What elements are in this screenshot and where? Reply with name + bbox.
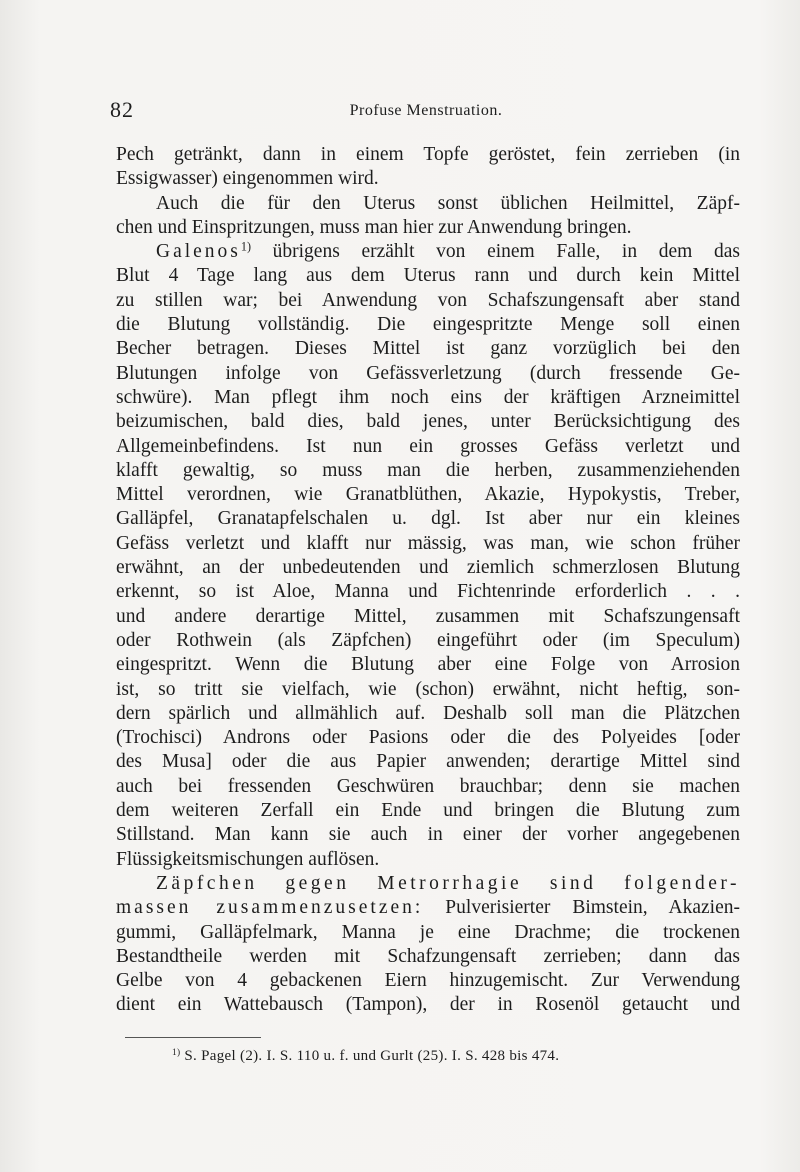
- footnote-mark: 1): [172, 1047, 181, 1058]
- text-line: Gelbe von 4 gebackenen Eiern hinzugemischt. Zur Verwendung: [116, 970, 740, 992]
- footnote-reference: 1): [240, 239, 251, 254]
- text-line: erkennt, so ist Aloe, Manna und Fichtenrinde erforderlich . . .: [116, 581, 740, 603]
- text-line: ist, so tritt sie vielfach, wie (schon) erwähnt, nicht heftig, son-: [116, 678, 740, 700]
- text-line: schwüre). Man pflegt ihm noch eins der kräftigen Arzneimittel: [116, 386, 740, 408]
- text-line: des Musa] oder die aus Papier anwenden; derartige Mittel sind: [116, 751, 740, 773]
- text-fragment: übrigens erzählt von einem Falle, in dem das: [250, 241, 740, 263]
- footnote-text: S. Pagel (2). I. S. 110 u. f. und Gurlt (25). I. S. 428 bis 474.: [180, 1048, 560, 1064]
- text-line: [116, 872, 740, 896]
- footnote-divider: [125, 1037, 261, 1038]
- text-line: auch bei fressenden Geschwüren brauchbar; denn sie machen: [116, 775, 740, 797]
- text-line: chen und Einspritzungen, muss man hier zur Anwendung bringen.: [116, 216, 632, 238]
- text-line: Allgemeinbefindens. Ist nun ein grosses Gefäss verletzt und: [116, 435, 740, 457]
- text-line: Becher betragen. Dieses Mittel ist ganz vorzüglich bei den: [116, 338, 740, 360]
- text-fragment: Pulverisierter Bimstein, Akazien-: [423, 897, 740, 919]
- text-line: Mittel verordnen, wie Granatblüthen, Akazie, Hypokystis, Treber,: [116, 484, 740, 506]
- text-line: Bestandtheile werden mit Schafzungensaft zerrieben; dann das: [116, 945, 740, 967]
- emphasized-text: massen zusammenzusetzen:: [116, 897, 424, 919]
- text-line: Blut 4 Tage lang aus dem Uterus rann und durch kein Mittel: [116, 265, 740, 287]
- text-line: Galläpfel, Granatapfelschalen u. dgl. Ist aber nur ein kleines: [116, 508, 740, 530]
- emphasized-text: Zäpfchen gegen Metrorrhagie sind folgender-: [156, 872, 740, 894]
- text-line: Stillstand. Man kann sie auch in einer der vorher angegebenen: [116, 824, 740, 846]
- text-line: (Trochisci) Androns oder Pasions oder die des Polyeides [oder: [116, 727, 740, 749]
- text-line: die Blutung vollständig. Die eingespritzte Menge soll einen: [116, 314, 740, 336]
- text-line: Gefäss verletzt und klafft nur mässig, was man, wie schon früher: [116, 532, 740, 554]
- running-title: Profuse Menstruation.: [349, 102, 503, 119]
- page-number: 82: [110, 97, 134, 122]
- text-line: klafft gewaltig, so muss man die herben, zusammenziehenden: [116, 459, 740, 481]
- text-line: Essigwasser) eingenommen wird.: [116, 168, 379, 190]
- text-line: und andere derartige Mittel, zusammen mit Schafszungensaft: [116, 605, 740, 627]
- text-line: Auch die für den Uterus sonst üblichen Heilmittel, Zäpf-: [156, 192, 740, 214]
- text-line: gummi, Galläpfelmark, Manna je eine Drachme; die trockenen: [116, 921, 740, 943]
- text-line: dern spärlich und allmählich auf. Deshalb soll man die Plätzchen: [116, 702, 740, 724]
- text-line: Flüssigkeitsmischungen auflösen.: [116, 848, 380, 870]
- author-name-galenos: Galenos: [156, 241, 241, 263]
- text-line: erwähnt, an der unbedeutenden und ziemlich schmerzlosen Blutung: [116, 557, 740, 579]
- body-text: [116, 143, 740, 1018]
- text-line: [116, 240, 740, 264]
- text-line: Blutungen infolge von Gefässverletzung (durch fressende Ge-: [116, 362, 740, 384]
- text-line: [116, 896, 740, 920]
- text-line: Pech getränkt, dann in einem Topfe geröstet, fein zerrieben (in: [116, 144, 740, 165]
- footnote: [172, 1048, 559, 1065]
- page-header: [110, 97, 742, 127]
- text-line: dem weiteren Zerfall ein Ende und bringen die Blutung zum: [116, 800, 740, 822]
- text-line: beizumischen, bald dies, bald jenes, unter Berücksichtigung des: [116, 411, 740, 433]
- text-line: oder Rothwein (als Zäpfchen) eingeführt oder (im Speculum): [116, 629, 740, 651]
- text-line: zu stillen war; bei Anwendung von Schafszungensaft aber stand: [116, 289, 740, 311]
- text-line: eingespritzt. Wenn die Blutung aber eine Folge von Arrosion: [116, 654, 740, 676]
- text-line: dient ein Wattebausch (Tampon), der in Rosenöl getaucht und: [116, 994, 740, 1016]
